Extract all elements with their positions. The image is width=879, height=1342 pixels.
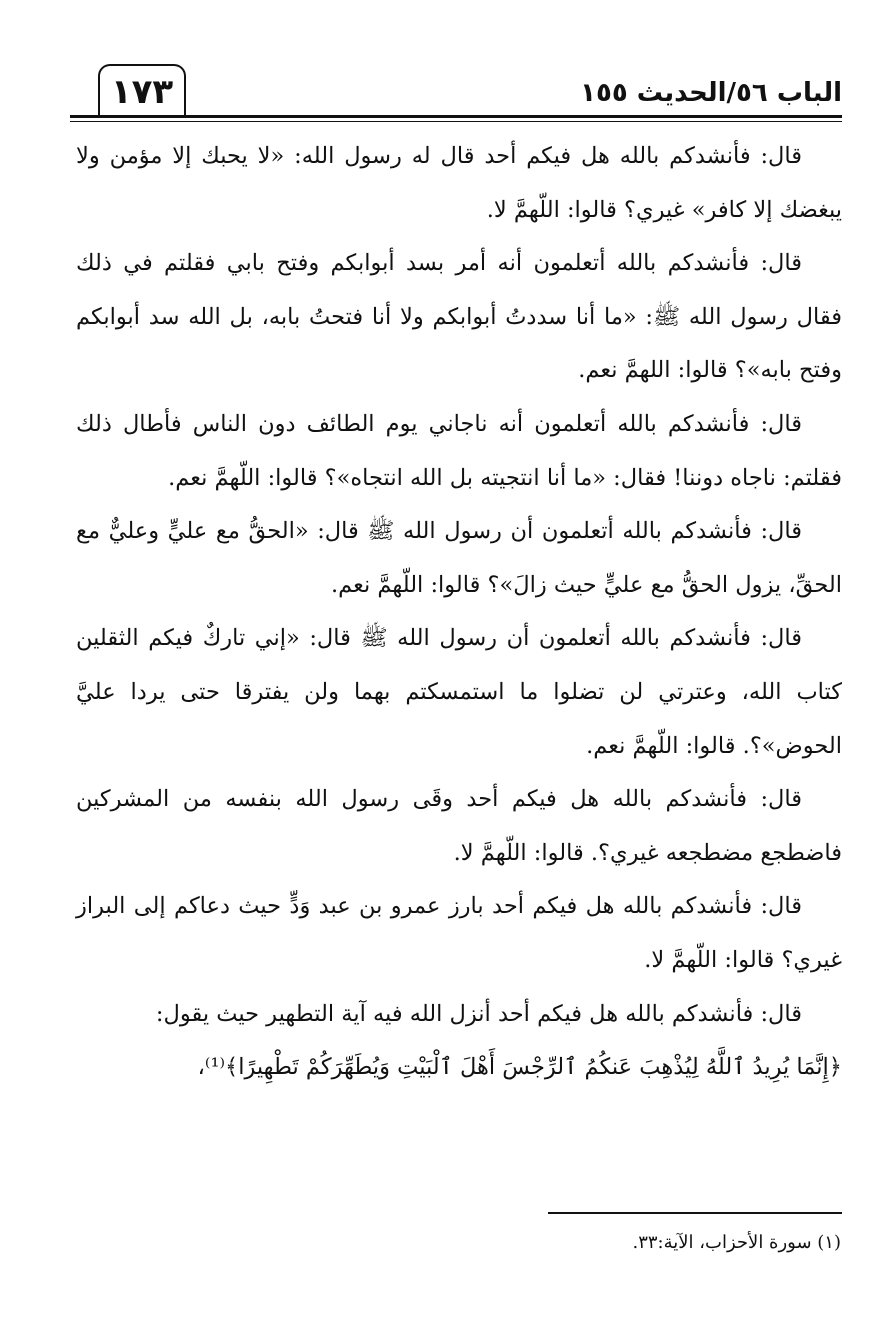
header-rule-thin — [70, 121, 842, 122]
paragraph-4: قال: فأنشدكم بالله أتعلمون أن رسول الله ﷺ قال: «الحقُّ مع عليٍّ وعليٌّ مع الحقِّ، يزول الحقُّ مع عليٍّ حيث زالَ»؟ قالوا: اللّهمَّ نعم. — [76, 518, 842, 598]
paragraph-6: قال: فأنشدكم بالله هل فيكم أحد وقَى رسول الله بنفسه من المشركين فاضطجع مضطجعه غيري؟. قالوا: اللّهمَّ لا. — [76, 786, 842, 866]
paragraph-7: قال: فأنشدكم بالله هل فيكم أحد بارز عمرو بن عبد وَدٍّ حيث دعاكم إلى البراز غيري؟ قالوا: اللّهمَّ لا. — [76, 893, 842, 973]
footnote-divider — [548, 1212, 842, 1214]
header-rule-thick — [70, 115, 842, 118]
chapter-heading: الباب ٥٦/الحديث ١٥٥ — [580, 78, 842, 108]
page-header — [70, 60, 842, 122]
paragraph-3: قال: فأنشدكم بالله أتعلمون أنه ناجاني يوم الطائف دون الناس فأطال ذلك فقلتم: ناجاه دوننا! فقال: «ما أنا انتجيته بل الله انتجاه»؟ قالوا: اللّهمَّ نعم. — [76, 410, 842, 491]
main-text — [76, 130, 842, 1095]
paragraph-1: قال: فأنشدكم بالله هل فيكم أحد قال له رسول الله: «لا يحبك إلا مؤمن ولا يبغضك إلا كافر» غيري؟ قالوا: اللّهمَّ لا. — [76, 143, 842, 223]
paragraph-5: قال: فأنشدكم بالله أتعلمون أن رسول الله ﷺ قال: «إني تاركٌ فيكم الثقلين كتاب الله، وعترتي لن تضلوا ما استمسكتم بهما ولن يفترقا حتى يردا عليَّ الحوض»؟. قالوا: اللّهمَّ نعم. — [76, 625, 842, 759]
footnote: (١) سورة الأحزاب، الآية:٣٣. — [632, 1232, 841, 1253]
quran-verse: ﴿إِنَّمَا يُرِيدُ ٱللَّهُ لِيُذْهِبَ عَنكُمُ ٱلرِّجْسَ أَهْلَ ٱلْبَيْتِ وَيُطَهِّرَكُمْ تَطْهِيرًا﴾⁽¹⁾، — [197, 1054, 842, 1081]
paragraph-8: قال: فأنشدكم بالله هل فيكم أحد أنزل الله فيه آية التطهير حيث يقول: — [155, 1000, 802, 1027]
paragraph-2: قال: فأنشدكم بالله أتعلمون أنه أمر بسد أبوابكم وفتح بابي فقلتم في ذلك فقال رسول الله ﷺ: «ما أنا سددتُ أبوابكم ولا أنا فتحتُ بابه، بل الله سد أبوابكم وفتح بابه»؟ قالوا: اللهمَّ نعم. — [76, 250, 842, 384]
page-number: ١٧٣ — [98, 64, 186, 116]
